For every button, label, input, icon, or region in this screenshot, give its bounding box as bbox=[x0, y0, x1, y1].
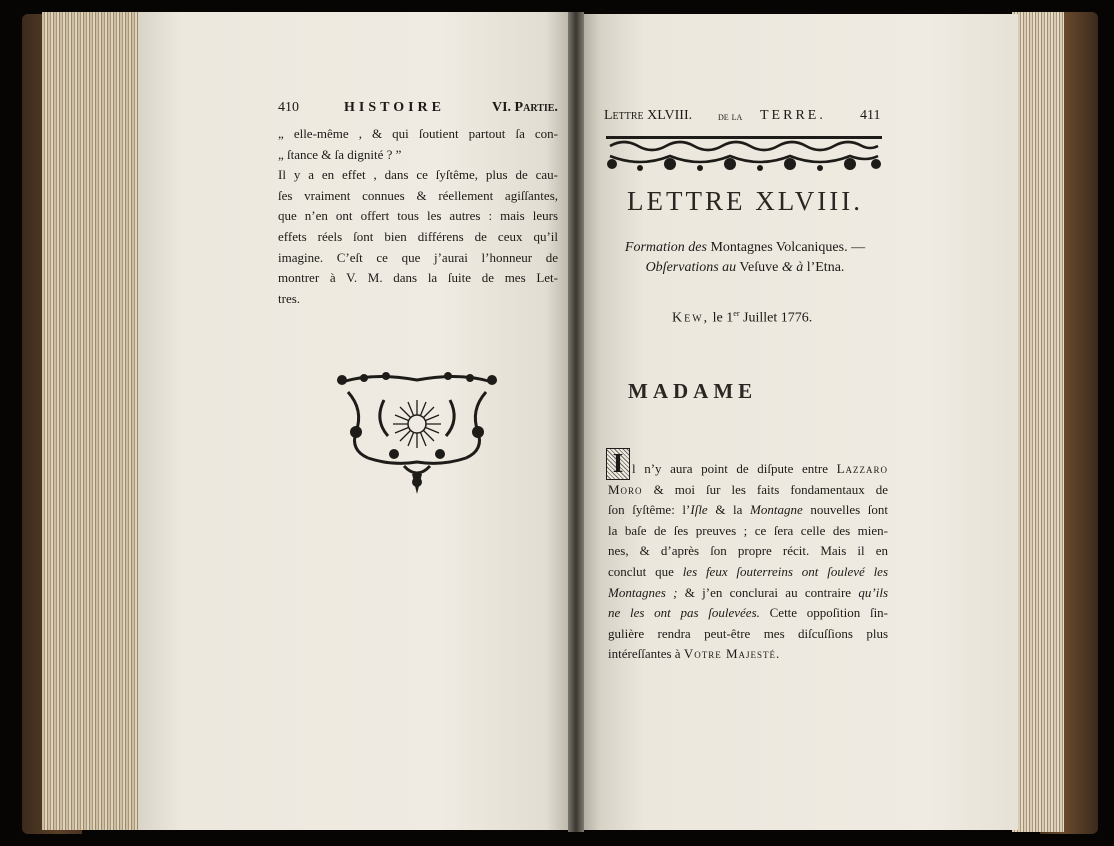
votre-majeste: Votre Majesté. bbox=[683, 646, 781, 662]
running-part: VI. Partie. bbox=[492, 100, 558, 115]
text-run-italic: Montagnes ; bbox=[608, 584, 678, 600]
headpiece-ornament bbox=[604, 134, 884, 176]
text-run-italic: Montagne bbox=[750, 502, 803, 518]
running-letter: Lettre XLVIII. bbox=[604, 108, 693, 123]
subtitle-italic: Formation des bbox=[624, 240, 707, 255]
text-run: l n’y aura point de diſpute entre bbox=[632, 461, 828, 476]
dateline-day-sup: er bbox=[733, 309, 740, 318]
subtitle-roman: Veſuve bbox=[739, 260, 779, 275]
running-de-la: de la bbox=[718, 109, 743, 123]
book-gutter bbox=[568, 12, 584, 832]
left-running-head bbox=[278, 98, 558, 120]
text-line bbox=[608, 603, 888, 624]
letter-heading: LETTRE XLVIII. bbox=[627, 186, 863, 216]
text-line: que n’en ont offert tous les autres : mais leurs bbox=[278, 208, 558, 224]
text-run: Cette oppoſition ſin- bbox=[769, 605, 889, 621]
right-page-text bbox=[608, 459, 888, 665]
text-run-italic: qu’ils bbox=[858, 584, 889, 600]
text-line: Il y a en effet , dans ce ſyſtême, plus de cau- bbox=[278, 167, 558, 183]
running-terre: TERRE. bbox=[760, 108, 826, 123]
subtitle-roman: Montagnes Volcaniques. — bbox=[710, 240, 866, 255]
text-run: & la bbox=[715, 502, 743, 518]
left-page-text bbox=[278, 124, 558, 309]
text-run-italic: Iſle bbox=[690, 502, 708, 518]
text-line: montrer à V. M. dans la ſuite de mes Let- bbox=[278, 270, 558, 286]
left-page-number: 410 bbox=[278, 100, 299, 115]
subtitle-line bbox=[604, 238, 886, 258]
tailpiece-ornament bbox=[334, 370, 500, 498]
subtitle-line bbox=[604, 258, 886, 278]
text-line: „ elle-même , & qui ſoutient partout ſa con- bbox=[278, 126, 558, 141]
drop-cap-letter: I bbox=[612, 448, 624, 478]
dateline-place: Kew, bbox=[672, 310, 710, 326]
subtitle-roman: l’Etna. bbox=[806, 260, 845, 275]
letter-subtitle bbox=[604, 238, 886, 278]
text-run: conclut que bbox=[608, 563, 674, 579]
salutation: MADAME bbox=[628, 379, 758, 403]
dateline-day: le 1 bbox=[712, 310, 734, 326]
text-run-italic: ne les ont pas ſoulevées. bbox=[608, 605, 760, 621]
subtitle-italic: & à bbox=[781, 260, 804, 275]
text-line: gulière rendra peut-être mes diſcuſſions plus bbox=[608, 625, 888, 641]
text-line: ſes vraiment connues & réellement agiſſantes, bbox=[278, 187, 558, 203]
text-line bbox=[608, 583, 888, 604]
dateline-rest: Juillet 1776. bbox=[743, 310, 813, 326]
text-run: & moi ſur les faits fondamentaux de bbox=[653, 481, 888, 497]
text-line bbox=[608, 644, 888, 665]
text-line bbox=[608, 480, 888, 501]
name-moro: Moro bbox=[608, 481, 643, 497]
right-running-head bbox=[604, 106, 886, 128]
running-title: HISTOIRE bbox=[344, 100, 445, 115]
text-run: ſon ſyſtême: l’ bbox=[608, 502, 691, 518]
right-page-number: 411 bbox=[860, 108, 881, 123]
text-line: effets réels ſont bien différens de ceux qu’il bbox=[278, 228, 558, 244]
text-run: intéreſſantes à bbox=[608, 646, 681, 662]
text-line bbox=[608, 459, 888, 480]
name-lazzaro: Lazzaro bbox=[836, 461, 889, 476]
page-edges-right bbox=[1012, 12, 1064, 832]
text-run: & j’en conclurai au contraire bbox=[684, 584, 852, 600]
text-line bbox=[608, 500, 888, 521]
text-run: nouvelles ſont bbox=[810, 502, 889, 518]
dateline bbox=[672, 304, 872, 329]
text-line: „ ſtance & ſa dignité ? ” bbox=[278, 146, 402, 162]
text-line: tres. bbox=[278, 290, 301, 306]
subtitle-italic: Obſervations au bbox=[645, 260, 737, 275]
page-edges-left bbox=[42, 12, 146, 830]
text-line: la baſe de ſes preuves ; ce ſera celle des mien- bbox=[608, 522, 888, 538]
text-run-italic: les feux ſouterreins ont ſoulevé les bbox=[682, 563, 889, 579]
text-line bbox=[608, 562, 888, 583]
text-line: imagine. C’eſt ce que j’aurai l’honneur de bbox=[278, 249, 558, 265]
text-line: nes, & d’après ſon propre récit. Mais il en bbox=[608, 543, 888, 559]
